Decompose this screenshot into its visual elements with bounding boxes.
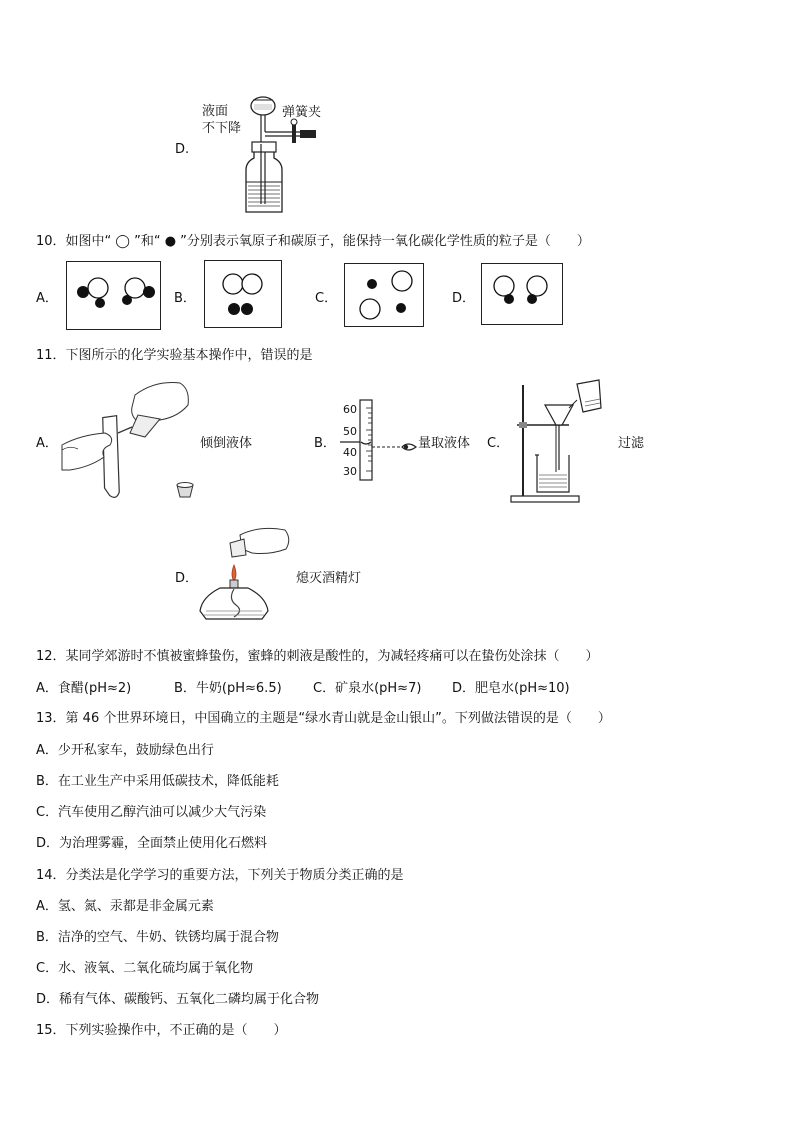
cylinder-tick-50: 50 [343,425,357,438]
q10-option-d-box [481,263,563,325]
q11-caption-c: 过滤 [618,436,645,451]
q13-option-a: A．少开私家车，鼓励绿色出行 [36,743,214,758]
q13-option-d: D．为治理雾霾，全面禁止使用化石燃料 [36,836,268,851]
pouring-liquid-figure [60,375,200,500]
q11-option-b-label: B． [314,436,336,451]
filtration-figure [505,380,605,505]
q11-text: 11．下图所示的化学实验基本操作中，错误的是 [36,348,313,363]
q11-option-c-label: C． [487,436,510,451]
separate-atoms-figure [205,261,281,327]
q12-option-b: B．牛奶(pH≈6.5) [174,681,282,696]
cylinder-tick-60: 60 [343,403,357,416]
q14-option-c: C．水、液氧、二氧化硫均属于氧化物 [36,961,254,976]
q14-text: 14．分类法是化学学习的重要方法，下列关于物质分类正确的是 [36,868,404,883]
cylinder-tick-30: 30 [343,465,357,478]
q14-option-d: D．稀有气体、碳酸钙、五氧化二磷均属于化合物 [36,992,320,1007]
q11-caption-a: 倾倒液体 [200,436,253,451]
q12-option-a: A．食醋(pH≈2) [36,681,132,696]
q10-option-b-label: B． [174,291,196,306]
q9-liquid-note-line2: 不下降 [202,121,242,136]
q11-option-a-label: A． [36,436,58,451]
scattered-atoms-figure [345,264,423,326]
q10-option-c-label: C． [315,291,338,306]
q11-caption-b: 量取液体 [418,436,471,451]
q11-option-d-label: D． [175,571,199,586]
q10-option-a-label: A． [36,291,58,306]
q9-liquid-note-line1: 液面 [202,104,229,119]
co2-molecules-figure [67,262,160,329]
q14-option-a: A．氢、氮、汞都是非金属元素 [36,899,214,914]
q12-option-c: C．矿泉水(pH≈7) [313,681,422,696]
q10-text: 10．如图中“ ◯ ”和“ ● ”分别表示氧原子和碳原子，能保持一氧化碳化学性质的粒子是（ ） [36,234,590,249]
q13-option-c: C．汽车使用乙醇汽油可以减少大气污染 [36,805,267,820]
q13-text: 13．第 46 个世界环境日，中国确立的主题是“绿水青山就是金山银山”。下列做法错误的是（ ） [36,711,611,726]
q10-option-d-label: D． [452,291,476,306]
q9-option-d-label: D. [175,142,190,157]
q10-option-b-box [204,260,282,328]
alcohol-lamp-figure [200,525,295,625]
separatory-funnel-apparatus [240,92,330,217]
measuring-cylinder-figure [340,398,420,483]
q13-option-b: B．在工业生产中采用低碳技术，降低能耗 [36,774,279,789]
q11-caption-d: 熄灭酒精灯 [296,571,362,586]
q15-text: 15．下列实验操作中，不正确的是（ ） [36,1023,287,1038]
q10-option-a-box [66,261,161,330]
q10-option-c-box [344,263,424,327]
q9-clip-note: 弹簧夹 [282,105,322,120]
co-molecules-figure [482,264,562,324]
q12-text: 12．某同学郊游时不慎被蜜蜂蛰伤，蜜蜂的刺液是酸性的，为减轻疼痛可以在蛰伤处涂抹（ ） [36,649,599,664]
q12-option-d: D．肥皂水(pH≈10) [452,681,570,696]
q14-option-b: B．洁净的空气、牛奶、铁锈均属于混合物 [36,930,279,945]
cylinder-tick-40: 40 [343,446,357,459]
